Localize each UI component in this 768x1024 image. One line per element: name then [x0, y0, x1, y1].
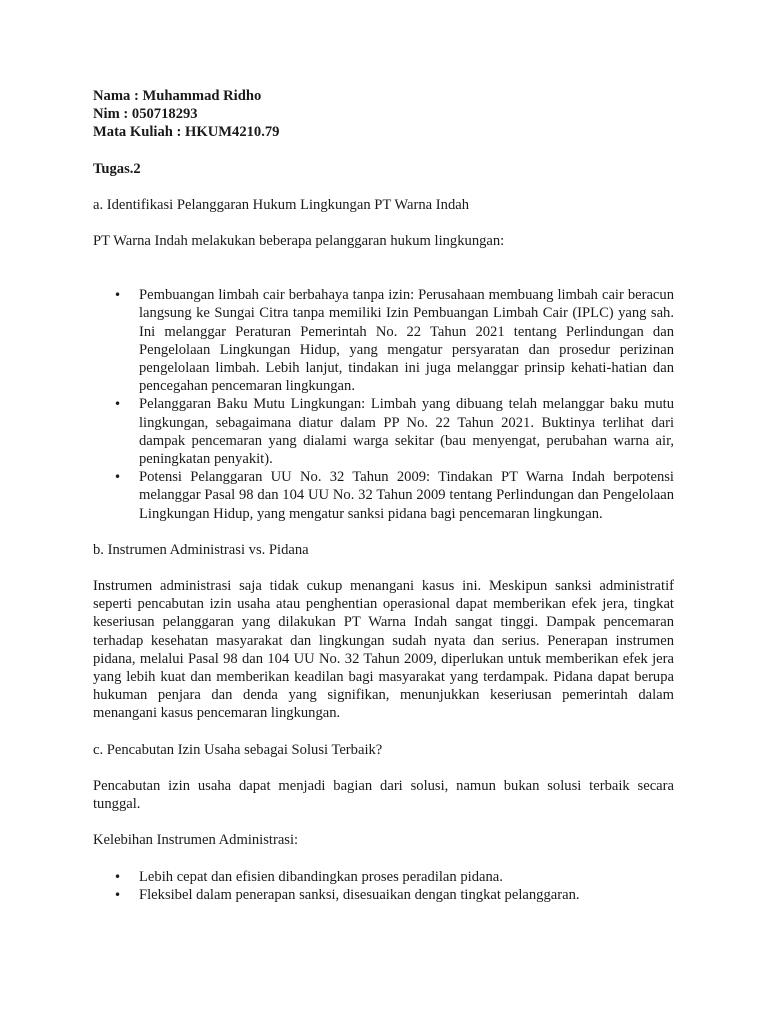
- bullet-icon: •: [114, 887, 122, 902]
- bullet-icon: •: [114, 288, 122, 303]
- list-item-text: Pelanggaran Baku Mutu Lingkungan: Limbah yang dibuang telah melanggar baku mutu lingkungan, sebagaimana diatur dalam PP No. 22 Tahun 2021. Buktinya terlihat dari dampak pencemaran yang dialami warga sekitar (bau menyengat, perubahan warna air, peningkatan penyakit).: [139, 396, 674, 468]
- list-item-text: Pembuangan limbah cair berbahaya tanpa izin: Perusahaan membuang limbah cair beracun langsung ke Sungai Citra tanpa memiliki Izin Pembuangan Limbah Cair (IPLC) yang sah. Ini melanggar Peraturan Pemerintah No. 22 Tahun 2021 tentang Perlindungan dan Pengelolaan Lingkungan Hidup, yang mengatur persyaratan dan prosedur perizinan pengelolaan limbah. Lebih lanjut, tindakan ini juga melanggar prinsip kehati-hatian dan pencegahan pencemaran lingkungan.: [139, 287, 674, 395]
- list-item: [93, 286, 674, 395]
- student-name: Nama : Muhammad Ridho: [93, 88, 262, 104]
- section-c-heading: c. Pencabutan Izin Usaha sebagai Solusi Terbaik?: [93, 741, 383, 758]
- section-b-body: Instrumen administrasi saja tidak cukup menangani kasus ini. Meskipun sanksi administratif seperti pencabutan izin usaha atau penghentian operasional dapat memberikan efek jera, tingkat keseriusan pelanggaran yang dilakukan PT Warna Indah sangat tinggi. Dampak pencemaran terhadap kesehatan masyarakat dan lingkungan sudah nyata dan serius. Penerapan instrumen pidana, melalui Pasal 98 dan 104 UU No. 32 Tahun 2009, diperlukan untuk memberikan efek jera yang lebih kuat dan memberikan keadilan bagi masyarakat yang terdampak. Pidana dapat berupa hukuman penjara dan denda yang signifikan, menunjukkan keseriusan pemerintah dalam menangani kasus pencemaran lingkungan.: [93, 578, 674, 722]
- list-item-text: Potensi Pelanggaran UU No. 32 Tahun 2009: Tindakan PT Warna Indah berpotensi melanggar Pasal 98 dan 104 UU No. 32 Tahun 2009 tentang Perlindungan dan Pengelolaan Lingkungan Hidup, yang mengatur sanksi pidana bagi pencemaran lingkungan.: [139, 469, 674, 522]
- task-title: Tugas.2: [93, 160, 141, 177]
- list-item-text: Fleksibel dalam penerapan sanksi, disesuaikan dengan tingkat pelanggaran.: [139, 886, 580, 903]
- bullet-icon: •: [114, 397, 122, 412]
- list-item: [93, 886, 674, 904]
- list-item: [93, 468, 674, 523]
- section-a-intro: PT Warna Indah melakukan beberapa pelanggaran hukum lingkungan:: [93, 233, 505, 250]
- bullet-icon: •: [114, 869, 122, 884]
- section-c-body: Pencabutan izin usaha dapat menjadi bagian dari solusi, namun bukan solusi terbaik secara tunggal.: [93, 777, 674, 813]
- header-block: [93, 87, 674, 142]
- list-item: [93, 395, 674, 468]
- student-nim: Nim : 050718293: [93, 106, 198, 123]
- advantages-heading: Kelebihan Instrumen Administrasi:: [93, 832, 299, 849]
- section-b-heading: b. Instrumen Administrasi vs. Pidana: [93, 541, 309, 558]
- list-item: [93, 868, 674, 886]
- advantages-list: [93, 868, 674, 904]
- course-code: Mata Kuliah : HKUM4210.79: [93, 124, 280, 141]
- list-item-text: Lebih cepat dan efisien dibandingkan proses peradilan pidana.: [139, 868, 503, 885]
- violations-list: [93, 286, 674, 523]
- section-a-heading: a. Identifikasi Pelanggaran Hukum Lingkungan PT Warna Indah: [93, 196, 470, 213]
- document-page: [93, 87, 674, 904]
- bullet-icon: •: [114, 470, 122, 485]
